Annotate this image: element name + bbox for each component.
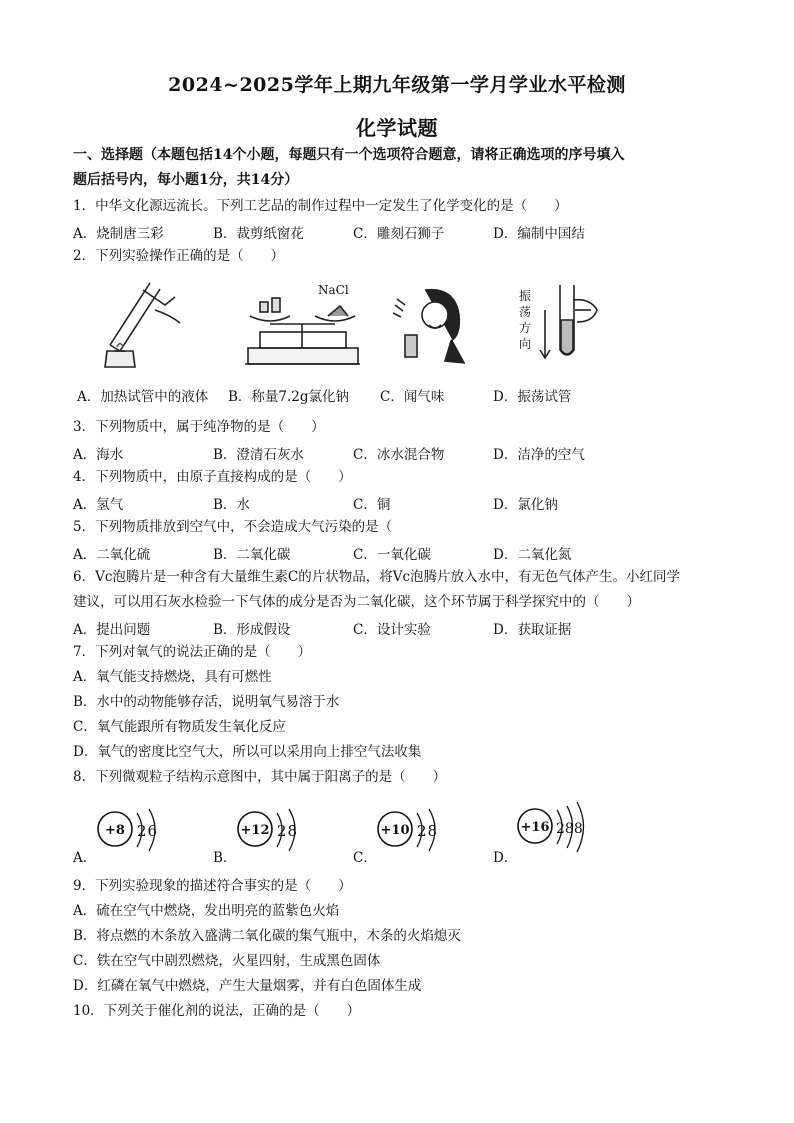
- balance-figure: [240, 280, 365, 368]
- svg-text:28: 28: [417, 822, 439, 840]
- question-8-option-c: C．: [353, 850, 377, 866]
- svg-text:+8: +8: [105, 823, 125, 838]
- question-2-option-b: B．称量7.2g氯化钠: [228, 389, 350, 405]
- question-1-option-d: D．编制中国结: [493, 226, 585, 242]
- atom-diagram-a: [95, 805, 175, 860]
- question-4-stem: 4．下列物质中，由原子直接构成的是（ ）: [73, 469, 352, 485]
- question-2-stem: 2．下列实验操作正确的是（ ）: [73, 248, 285, 264]
- atom-diagram-d: [515, 800, 610, 855]
- question-10-stem: 10．下列关于催化剂的说法，正确的是（ ）: [73, 1003, 361, 1019]
- question-7-option-d: D．氧气的密度比空气大，所以可以采用向上排空气法收集: [73, 744, 422, 760]
- question-9-option-b: B．将点燃的木条放入盛满二氧化碳的集气瓶中，木条的火焰熄灭: [73, 928, 461, 944]
- question-7-option-a: A．氧气能支持燃烧，具有可燃性: [73, 669, 272, 685]
- section-heading: 一、选择题（本题包括14个小题，每题只有一个选项符合题意，请将正确选项的序号填入: [73, 147, 625, 163]
- section-heading-cont: 题后括号内，每小题1分，共14分）: [73, 172, 299, 188]
- question-7-stem: 7．下列对氧气的说法正确的是（ ）: [73, 644, 312, 660]
- question-7-option-b: B．水中的动物能够存活，说明氧气易溶于水: [73, 694, 340, 710]
- shake-label-2: 荡: [519, 305, 532, 319]
- shake-label-1: 振: [519, 289, 532, 303]
- svg-text:288: 288: [556, 821, 583, 837]
- page-subtitle: 化学试题: [356, 116, 438, 140]
- question-5-option-d: D．二氧化氮: [493, 547, 572, 563]
- question-2-option-a: A．加热试管中的液体: [77, 389, 209, 405]
- question-5-option-a: A．二氧化硫: [73, 547, 151, 563]
- question-5-option-c: C．一氧化碳: [353, 547, 431, 563]
- question-4-option-a: A．氢气: [73, 497, 124, 513]
- question-6-stem: 6．Vc泡腾片是一种含有大量维生素C的片状物品，将Vc泡腾片放入水中，有无色气体产生。小红同学: [73, 569, 681, 585]
- svg-text:28: 28: [277, 822, 299, 840]
- question-6-stem-cont: 建议，可以用石灰水检验一下气体的成分是否为二氧化碳，这个环节属于科学探究中的（ ）: [73, 594, 640, 610]
- smelling-figure: [385, 285, 470, 365]
- question-9-option-c: C．铁在空气中剧烈燃烧，火星四射，生成黑色固体: [73, 953, 381, 969]
- question-4-option-d: D．氯化钠: [493, 497, 558, 513]
- question-4-option-c: C．铜: [353, 497, 391, 513]
- question-9-option-d: D．红磷在氧气中燃烧，产生大量烟雾，并有白色固体生成: [73, 978, 422, 994]
- svg-text:+12: +12: [240, 823, 270, 838]
- question-8-option-b: B．: [213, 850, 237, 866]
- question-3-option-a: A．海水: [73, 447, 124, 463]
- question-5-stem: 5．下列物质排放到空气中，不会造成大气污染的是（: [73, 519, 393, 535]
- nacl-label: NaCl: [318, 283, 349, 297]
- question-1-stem: 1．中华文化源远流长。下列工艺品的制作过程中一定发生了化学变化的是（ ）: [73, 198, 568, 214]
- question-2-option-c: C．闻气味: [380, 389, 445, 405]
- question-8-stem: 8．下列微观粒子结构示意图中，其中属于阳离子的是（ ）: [73, 769, 447, 785]
- atom-diagram-b: [235, 805, 315, 860]
- question-7-option-c: C．氧气能跟所有物质发生氧化反应: [73, 719, 286, 735]
- question-6-option-c: C．设计实验: [353, 622, 431, 638]
- question-3-option-d: D．洁净的空气: [493, 447, 585, 463]
- svg-text:+10: +10: [380, 823, 410, 838]
- question-5-option-b: B．二氧化碳: [213, 547, 291, 563]
- question-1-option-c: C．雕刻石狮子: [353, 226, 445, 242]
- question-8-option-d: D．: [493, 850, 518, 866]
- question-3-stem: 3．下列物质中，属于纯净物的是（ ）: [73, 419, 325, 435]
- question-6-option-d: D．获取证据: [493, 622, 572, 638]
- heating-test-tube-figure: [95, 275, 190, 370]
- question-9-option-a: A．硫在空气中燃烧，发出明亮的蓝紫色火焰: [73, 903, 340, 919]
- shake-label-3: 方: [519, 321, 532, 335]
- question-1-option-a: A．烧制唐三彩: [73, 226, 164, 242]
- question-2-option-d: D．振荡试管: [493, 389, 572, 405]
- question-1-option-b: B．裁剪纸窗花: [213, 226, 304, 242]
- svg-text:26: 26: [137, 822, 159, 840]
- question-6-option-b: B．形成假设: [213, 622, 291, 638]
- question-4-option-b: B．水: [213, 497, 250, 513]
- question-9-stem: 9．下列实验现象的描述符合事实的是（ ）: [73, 878, 352, 894]
- question-8-option-a: A．: [73, 850, 97, 866]
- atom-diagram-c: [375, 805, 455, 860]
- svg-text:+16: +16: [520, 820, 550, 835]
- shaking-figure: [515, 280, 605, 365]
- shake-label-4: 向: [519, 337, 532, 351]
- page-title: 2024~2025学年上期九年级第一学月学业水平检测: [168, 74, 626, 96]
- question-3-option-b: B．澄清石灰水: [213, 447, 304, 463]
- question-3-option-c: C．冰水混合物: [353, 447, 445, 463]
- question-6-option-a: A．提出问题: [73, 622, 151, 638]
